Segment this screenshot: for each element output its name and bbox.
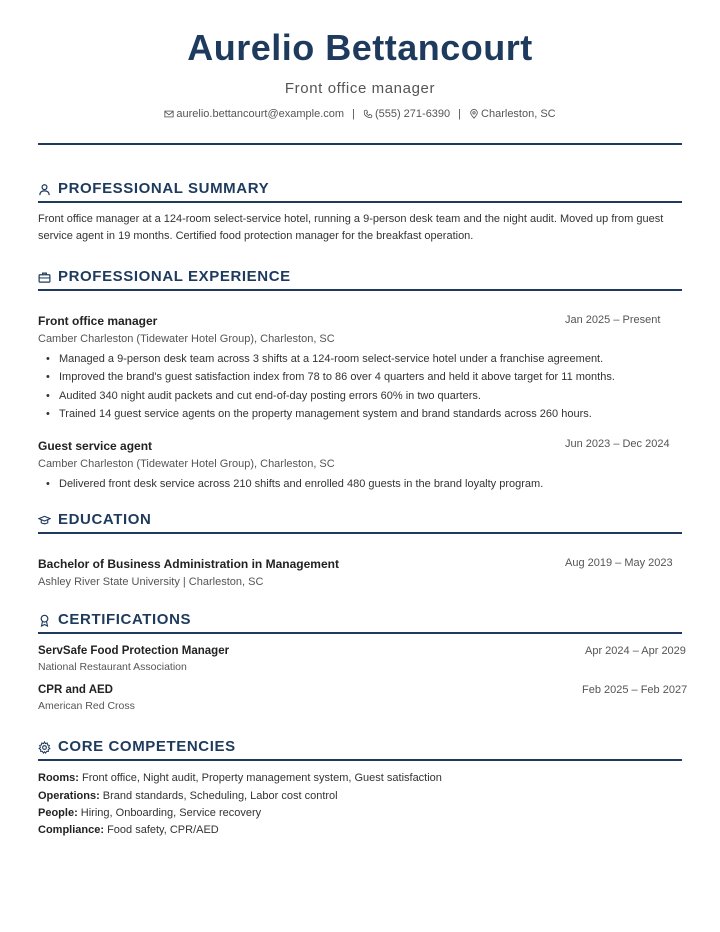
- contact-phone[interactable]: [363, 106, 450, 122]
- person-icon: [38, 183, 51, 196]
- location-text: Charleston, SC: [481, 108, 556, 120]
- job-dates: Jan 2025 – Present: [565, 314, 661, 326]
- competency-row: [38, 805, 261, 821]
- job-dates: Jun 2023 – Dec 2024: [565, 438, 670, 450]
- header-divider: [38, 143, 682, 145]
- competency-value: Hiring, Onboarding, Service recovery: [80, 807, 262, 819]
- experience-heading: [38, 267, 682, 291]
- job-title: Front office manager: [38, 314, 158, 328]
- contact-email[interactable]: [164, 106, 344, 122]
- job-title: Guest service agent: [38, 439, 153, 453]
- competency-value: Brand standards, Scheduling, Labor cost control: [102, 790, 338, 802]
- job-bullet-text: Trained 14 guest service agents on the property management system and brand standards across 260 hours.: [59, 408, 592, 420]
- competency-label: People:: [38, 807, 78, 819]
- phone-icon: [363, 109, 373, 119]
- education-heading-text: EDUCATION: [58, 511, 152, 528]
- certification-issuer: American Red Cross: [38, 700, 135, 712]
- job-bullet: • Trained 14 guest service agents on the property management system and brand standards across 260 hours.: [46, 408, 592, 420]
- competency-value: Front office, Night audit, Property management system, Guest satisfaction: [82, 772, 442, 784]
- summary-heading: [38, 179, 682, 203]
- contact-separator: |: [458, 108, 462, 120]
- job-bullet: • Delivered front desk service across 210 shifts and enrolled 480 guests in the brand loyalty program.: [46, 478, 544, 490]
- job-bullet: • Audited 340 night audit packets and cut end-of-day posting errors 60% in two quarters.: [46, 390, 481, 402]
- location-pin-icon: [469, 109, 479, 119]
- education-heading: [38, 510, 682, 534]
- competency-row: [38, 770, 442, 786]
- certifications-heading: [38, 610, 682, 634]
- briefcase-icon: [38, 271, 51, 284]
- job-organization: Camber Charleston (Tidewater Hotel Group), Charleston, SC: [38, 333, 335, 345]
- job-organization: Camber Charleston (Tidewater Hotel Group), Charleston, SC: [38, 458, 335, 470]
- contact-location: [469, 106, 556, 122]
- gear-icon: [38, 741, 51, 754]
- education-dates: Aug 2019 – May 2023: [565, 557, 673, 569]
- competency-row: [38, 822, 219, 838]
- experience-heading-text: PROFESSIONAL EXPERIENCE: [58, 268, 291, 285]
- job-bullet-text: Improved the brand's guest satisfaction index from 78 to 86 over 4 quarters and held it above target for 11 months.: [59, 371, 615, 383]
- competency-label: Compliance:: [38, 824, 105, 836]
- graduation-cap-icon: [38, 514, 51, 527]
- job-bullet-text: Audited 340 night audit packets and cut end-of-day posting errors 60% in two quarters.: [59, 390, 481, 402]
- job-bullet: • Improved the brand's guest satisfaction index from 78 to 86 over 4 quarters and held it above target for 11 months.: [46, 371, 615, 383]
- certification-dates: Apr 2024 – Apr 2029: [585, 645, 686, 657]
- job-bullet: • Managed a 9-person desk team across 3 shifts at a 124-room select-service hotel under a franchise agreement.: [46, 353, 604, 365]
- competency-row: [38, 788, 338, 804]
- competencies-heading: [38, 737, 682, 761]
- contact-bar: [0, 106, 720, 122]
- certifications-heading-text: CERTIFICATIONS: [58, 611, 192, 628]
- competency-value: Food safety, CPR/AED: [107, 824, 219, 836]
- summary-heading-text: PROFESSIONAL SUMMARY: [58, 180, 270, 197]
- candidate-headline: Front office manager: [284, 80, 436, 97]
- competency-label: Rooms:: [38, 772, 79, 784]
- email-text: aurelio.bettancourt@example.com: [176, 108, 345, 120]
- summary-line-2: service agent in 19 months. Certified food protection manager for the breakfast operation.: [38, 230, 474, 242]
- certification-issuer: National Restaurant Association: [38, 661, 187, 673]
- certification-title: ServSafe Food Protection Manager: [38, 645, 230, 657]
- mail-icon: [164, 109, 174, 119]
- competency-label: Operations:: [38, 790, 100, 802]
- job-bullet-text: Delivered front desk service across 210 shifts and enrolled 480 guests in the brand loyalty program.: [59, 478, 544, 490]
- certification-dates: Feb 2025 – Feb 2027: [582, 684, 688, 696]
- phone-text: (555) 271-6390: [374, 108, 451, 120]
- candidate-name: Aurelio Bettancourt: [187, 27, 533, 68]
- award-ribbon-icon: [38, 614, 51, 627]
- certification-title: CPR and AED: [38, 684, 113, 696]
- contact-separator: |: [352, 108, 355, 120]
- job-bullet-text: Managed a 9-person desk team across 3 shifts at a 124-room select-service hotel under a franchise agreement.: [59, 353, 604, 365]
- summary-line-1: Front office manager at a 124-room select-service hotel, running a 9-person desk team and the night audit. Moved up from guest: [38, 213, 664, 225]
- school-name: Ashley River State University | Charleston, SC: [38, 576, 264, 588]
- competencies-heading-text: CORE COMPETENCIES: [58, 738, 236, 755]
- degree-title: Bachelor of Business Administration in Management: [38, 557, 339, 571]
